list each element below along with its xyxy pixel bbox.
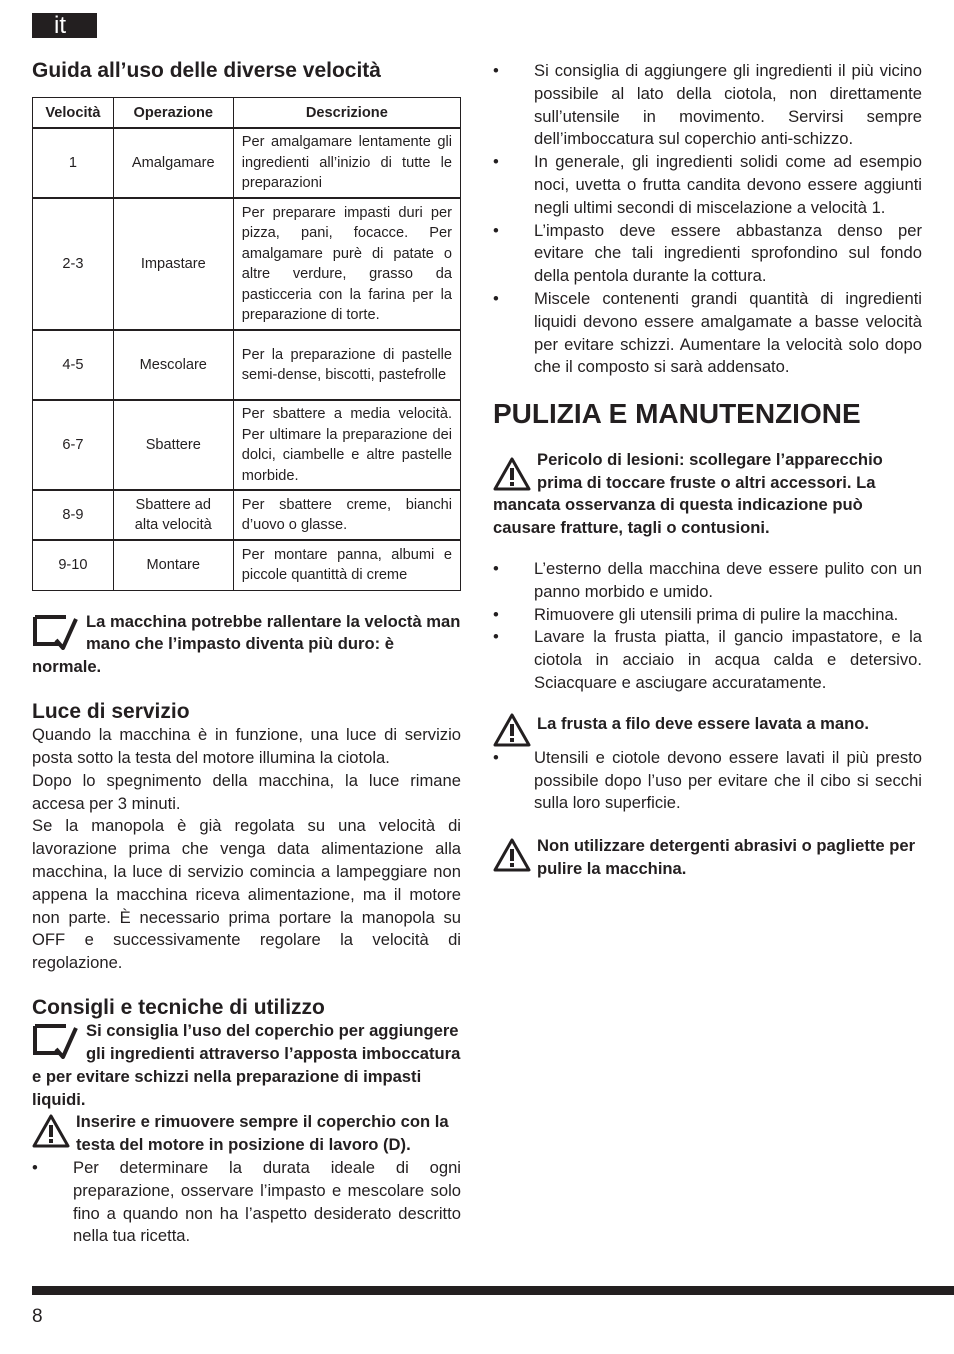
checkmark-note-icon	[32, 614, 78, 650]
checkmark-note-icon	[32, 1023, 78, 1059]
tips-bullets-right	[493, 60, 922, 379]
operation-cell: Amalgamare	[113, 128, 233, 198]
table-header-row	[33, 98, 461, 129]
list-item: • In generale, gli ingredienti solidi come ad esempio noci, uvetta o frutta candita devono essere aggiunti negli ultimi secondi di miscelazione a velocità 1.	[493, 152, 922, 217]
bullet: •	[493, 61, 499, 80]
cleaning-warning-2	[493, 713, 922, 747]
bullet: •	[493, 152, 499, 172]
tips-bullets-left	[32, 1157, 461, 1248]
tips-warning	[32, 1111, 461, 1157]
tips-note-text: Si consiglia l’uso del coperchio per aggiungere gli ingredienti attraverso l’apposta imboccatura e per evitare schizzi nella preparazione di impasti liquidi.	[32, 1021, 461, 1109]
speed-note	[32, 611, 461, 679]
description-cell: Per preparare impasti duri per pizza, pani, focacce. Per amalgamare purè di patate o altre verdure, grasso da pasticceria con la farina per la preparazione di torte.	[233, 198, 460, 330]
bullet: •	[493, 604, 499, 624]
cleaning-bullets-2	[493, 747, 922, 815]
list-item: • Per determinare la durata ideale di ogni preparazione, osservare l’impasto e mescolare solo fino a quando non ha l’aspetto desiderato descritto nella tua ricetta.	[32, 1158, 461, 1246]
description-cell: Per sbattere creme, bianchi d’uovo o glasse.	[233, 490, 460, 540]
right-column	[493, 58, 922, 881]
description-cell: Per amalgamare lentamente gli ingredienti all’inizio di tutte le preparazioni	[233, 128, 460, 198]
list-item: • L’esterno della macchina deve essere pulito con un panno morbido e umido.	[493, 558, 922, 601]
table-row	[33, 400, 461, 490]
list-item: • Si consiglia di aggiungere gli ingredienti il più vicino possibile al lato della ciotola, non direttamente sull’utensile in movimento. Servirsi sempre dell’imboccatura sul coperchio anti-schizzo.	[493, 61, 922, 149]
cleaning-warning-3-text: Non utilizzare detergenti abrasivi o pagliette per pulire la macchina.	[537, 836, 916, 878]
service-light-p2: Dopo lo spegnimento della macchina, la luce rimane accesa per 3 minuti.	[32, 770, 461, 813]
table-row	[33, 330, 461, 400]
warning-icon	[32, 1114, 70, 1148]
table-row	[33, 198, 461, 330]
speed-cell: 9-10	[33, 540, 114, 590]
bullet: •	[493, 288, 499, 308]
service-light-p3: Se la manopola è già regolata su una velocità di lavorazione prima che venga data alimentazione alla macchina, la luce di servizio comincia a lampeggiare non appena la macchina riceva alimentazione, ma il motore non parte. È necessario prima portare la manopola su OFF e successivamente regolare la velocità di regolazione.	[32, 816, 461, 973]
speed-cell: 4-5	[33, 330, 114, 400]
table-row	[33, 540, 461, 590]
bullet: •	[493, 220, 499, 240]
speed-note-text: La macchina potrebbe rallentare la veloctà man mano che l’impasto diventa più duro: è normale.	[32, 611, 461, 677]
cleaning-bullets-1	[493, 558, 922, 695]
description-cell: Per sbattere a media velocità. Per ultimare la preparazione dei dolci, ciambelle e altre pastelle morbide.	[233, 400, 460, 490]
page-number: 8	[32, 1306, 43, 1327]
bullet: •	[493, 747, 499, 767]
list-item: • L’impasto deve essere abbastanza denso per evitare che tali ingredienti sprofondino sul fondo della pentola durante la cottura.	[493, 220, 922, 286]
cleaning-title: PULIZIA E MANUTENZIONE	[493, 398, 861, 430]
list-item: • Miscele contenenti grandi quantità di ingredienti liquidi devono essere amalgamate a basse velocità per evitare schizzi. Aumentare la velocità solo dopo che il composto si sarà addensato.	[493, 288, 922, 377]
speed-cell: 2-3	[33, 198, 114, 330]
operation-cell: Sbattere	[113, 400, 233, 490]
operation-cell: Sbattere ad alta velocità	[113, 490, 233, 540]
warning-icon	[493, 838, 531, 872]
header-operation: Operazione	[113, 98, 233, 129]
warning-icon	[493, 457, 531, 491]
cleaning-warning-1-text: Pericolo di lesioni: scollegare l’apparecchio prima di toccare fruste o altri accessori. La mancata osservanza di questa indicazione può causare fratture, tagli o contusioni.	[493, 449, 883, 538]
operation-cell: Mescolare	[113, 330, 233, 400]
speed-cell: 6-7	[33, 400, 114, 490]
description-cell: Per montare panna, albumi e piccole quantittà di creme	[233, 540, 460, 590]
cleaning-warning-3	[493, 835, 922, 881]
service-light-p1: Quando la macchina è in funzione, una luce di servizio posta sotto la testa del motore illumina la ciotola.	[32, 725, 461, 768]
list-item: • Utensili e ciotole devono essere lavati il più presto possibile dopo l’uso per evitare che il cibo si secchi sulla loro superficie.	[493, 747, 922, 813]
list-item: • Lavare la frusta piatta, il gancio impastatore, e la ciotola in acciaio in acqua calda e detersivo. Sciacquare e asciugare accuratamente.	[493, 627, 922, 692]
tips-warning-text: Inserire e rimuovere sempre il coperchio con la testa del motore in posizione di lavoro (D).	[76, 1112, 449, 1155]
language-tab: it	[32, 13, 97, 38]
tips-note	[32, 1020, 461, 1111]
speed-cell: 1	[33, 128, 114, 198]
cleaning-warning-1	[493, 449, 922, 540]
footer-rule	[32, 1286, 954, 1295]
service-light-title: Luce di servizio	[32, 700, 190, 724]
cleaning-warning-2-text: La frusta a filo deve essere lavata a mano.	[537, 713, 870, 733]
bullet: •	[493, 627, 499, 647]
header-description: Descrizione	[233, 98, 460, 129]
speed-guide-title: Guida all’uso delle diverse velocità	[32, 59, 381, 82]
left-column	[32, 58, 461, 1248]
operation-cell: Montare	[113, 540, 233, 590]
table-row	[33, 128, 461, 198]
table-row	[33, 490, 461, 540]
bullet: •	[493, 558, 499, 578]
tips-title: Consigli e tecniche di utilizzo	[32, 996, 325, 1020]
bullet: •	[32, 1158, 38, 1177]
description-cell: Per la preparazione di pastelle semi-dense, biscotti, pastefrolle	[233, 330, 460, 400]
speed-cell: 8-9	[33, 490, 114, 540]
header-speed: Velocità	[33, 98, 114, 129]
speed-table	[32, 97, 461, 591]
warning-icon	[493, 713, 531, 747]
list-item: • Rimuovere gli utensili prima di pulire la macchina.	[493, 604, 922, 627]
operation-cell: Impastare	[113, 198, 233, 330]
